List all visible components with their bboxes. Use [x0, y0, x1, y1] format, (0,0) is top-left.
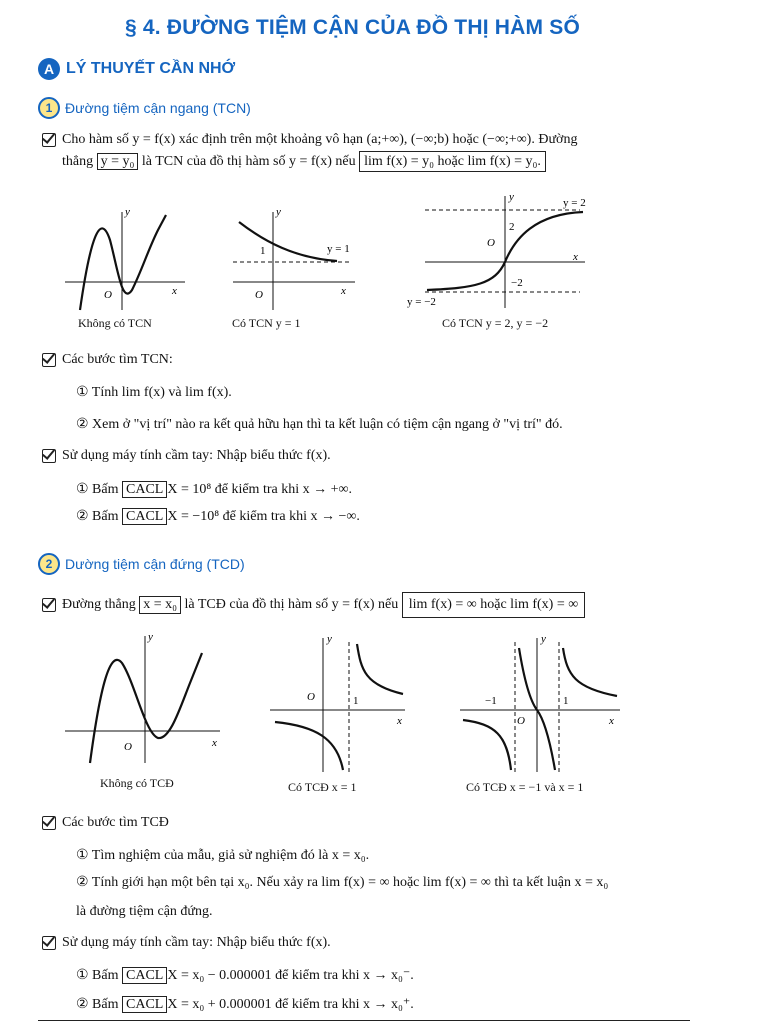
origin-label: O [124, 741, 132, 753]
tcd-limit-box: lim f(x) = ∞ hoặc lim f(x) = ∞ [402, 592, 586, 618]
y-axis-label: y [125, 206, 130, 218]
tcn-number: 1 [38, 97, 60, 119]
tcd-def-word: Đường thẳng [62, 597, 136, 612]
tcn-def-text: là TCN của đồ thị hàm số y = f(x) nếu [141, 154, 356, 169]
x-axis-label: x [397, 715, 402, 727]
y-axis-label: y [327, 633, 332, 645]
tcd-figure-1 [60, 628, 230, 768]
tick-minus-two: −2 [511, 277, 523, 289]
tick-one: 1 [563, 695, 569, 707]
tcn-fig3-caption: Có TCN y = 2, y = −2 [442, 316, 549, 330]
tcn-calc-title [42, 448, 331, 464]
tcd-figure-3 [455, 630, 625, 775]
tcn-heading-text: Đường tiệm cận ngang (TCN) [65, 100, 251, 116]
tcd-step1: ① Tìm nghiệm của mẫu, giả sử nghiệm đó là x = x₀. [76, 848, 370, 863]
tcd-fig1-caption: Không có TCĐ [100, 776, 174, 790]
tcn-definition-line2 [62, 154, 546, 170]
check-icon [42, 353, 56, 367]
check-icon [42, 936, 56, 950]
page-title: § 4. ĐƯỜNG TIỆM CẬN CỦA ĐỒ THỊ HÀM SỐ [125, 16, 580, 39]
tcd-calc-title-text: Sử dụng máy tính cầm tay: Nhập biểu thức f(x). [62, 935, 331, 950]
tick-one: 1 [260, 245, 266, 257]
x-axis-label: x [341, 285, 346, 297]
y-axis-label: y [509, 191, 514, 203]
tcn-def-word: thẳng [62, 154, 94, 169]
calc-key-box: CACL [122, 481, 167, 498]
tcd-heading-text: Dường tiệm cận đứng (TCD) [65, 556, 245, 572]
x-axis-label: x [609, 715, 614, 727]
calc-suffix: X = 10⁸ để kiểm tra khi x → +∞. [167, 482, 352, 497]
calc-key-box: CACL [122, 508, 167, 525]
tcn-step2: ② Xem ở "vị trí" nào ra kết quả hữu hạn thì ta kết luận có tiệm cận ngang ở "vị trí" đó. [76, 417, 563, 432]
check-icon [42, 598, 56, 612]
calc-prefix: ② Bấm [76, 997, 119, 1012]
tcd-calc-title [42, 935, 331, 951]
calc-suffix: X = −10⁸ để kiểm tra khi x → −∞. [167, 509, 360, 524]
origin-label: O [255, 289, 263, 301]
check-icon [42, 133, 56, 147]
x-axis-label: x [573, 251, 578, 263]
tcd-fig2-caption: Có TCĐ x = 1 [288, 780, 357, 794]
tcn-steps-title [42, 352, 173, 368]
origin-label: O [487, 237, 495, 249]
tcn-calc-title-text: Sử dụng máy tính cầm tay: Nhập biểu thức f(x). [62, 448, 331, 463]
tcn-calc2 [76, 508, 360, 525]
calc-suffix: X = x₀ − 0.000001 để kiểm tra khi x → x₀⁻. [167, 968, 414, 983]
tcn-heading [38, 97, 251, 119]
tcn-def-line1-text: Cho hàm số y = f(x) xác định trên một khoảng vô hạn (a;+∞), (−∞;b) hoặc (−∞;+∞). Đường [62, 132, 578, 147]
tick-two: 2 [509, 221, 515, 233]
calc-prefix: ② Bấm [76, 509, 119, 524]
check-icon [42, 449, 56, 463]
tcn-fig2-caption: Có TCN y = 1 [232, 316, 301, 330]
tcd-def-box: x = x₀ [139, 596, 181, 614]
section-label: LÝ THUYẾT CẦN NHỚ [66, 60, 236, 77]
origin-label: O [517, 715, 525, 727]
tcd-number: 2 [38, 553, 60, 575]
calc-key-box: CACL [122, 967, 167, 984]
tcd-step2b: là đường tiệm cận đứng. [76, 904, 213, 919]
tcd-def-text: là TCĐ của đồ thị hàm số y = f(x) nếu [184, 597, 399, 612]
section-badge: A [38, 58, 60, 80]
section-a-header [38, 58, 235, 80]
tcn-steps-title-text: Các bước tìm TCN: [62, 352, 173, 367]
tcn-figure-3 [405, 188, 595, 313]
calc-suffix: X = x₀ + 0.000001 để kiểm tra khi x → x₀⁺. [167, 997, 414, 1012]
tcn-definition-line1 [42, 132, 577, 148]
y-axis-label: y [276, 206, 281, 218]
x-axis-label: x [212, 737, 217, 749]
tcd-fig3-caption: Có TCĐ x = −1 và x = 1 [466, 780, 584, 794]
tcn-fig1-caption: Không có TCN [78, 316, 152, 330]
check-icon [42, 816, 56, 830]
y-axis-label: y [541, 633, 546, 645]
x-axis-label: x [172, 285, 177, 297]
asymptote-label-bottom: y = −2 [407, 296, 436, 308]
tcd-definition [42, 592, 585, 618]
origin-label: O [307, 691, 315, 703]
calc-prefix: ① Bấm [76, 968, 119, 983]
tcd-calc1 [76, 967, 414, 984]
footer-rule [38, 1020, 690, 1021]
tcn-calc1 [76, 481, 352, 498]
tick-minus-one: −1 [485, 695, 497, 707]
tcd-heading [38, 553, 245, 575]
tcn-figure-1 [60, 200, 190, 315]
asymptote-label: y = 1 [327, 243, 350, 255]
tcn-def-box: y = y₀ [97, 153, 139, 170]
tcd-figure-2 [265, 630, 410, 775]
origin-label: O [104, 289, 112, 301]
tick-one: 1 [353, 695, 359, 707]
tcd-steps-title [42, 815, 169, 831]
tcn-step1: ① Tính lim f(x) và lim f(x). [76, 385, 232, 400]
tcn-limit-box: lim f(x) = y₀ hoặc lim f(x) = y₀. [359, 151, 546, 172]
calc-key-box: CACL [122, 996, 167, 1013]
calc-prefix: ① Bấm [76, 482, 119, 497]
y-axis-label: y [148, 631, 153, 643]
asymptote-label-top: y = 2 [563, 197, 586, 209]
tcd-steps-title-text: Các bước tìm TCĐ [62, 815, 169, 830]
tcn-figure-2 [225, 200, 360, 315]
tcd-step2: ② Tính giới hạn một bên tại x₀. Nếu xảy ra lim f(x) = ∞ hoặc lim f(x) = ∞ thì ta kết luận x = x₀ [76, 875, 609, 890]
tcd-calc2 [76, 996, 414, 1013]
